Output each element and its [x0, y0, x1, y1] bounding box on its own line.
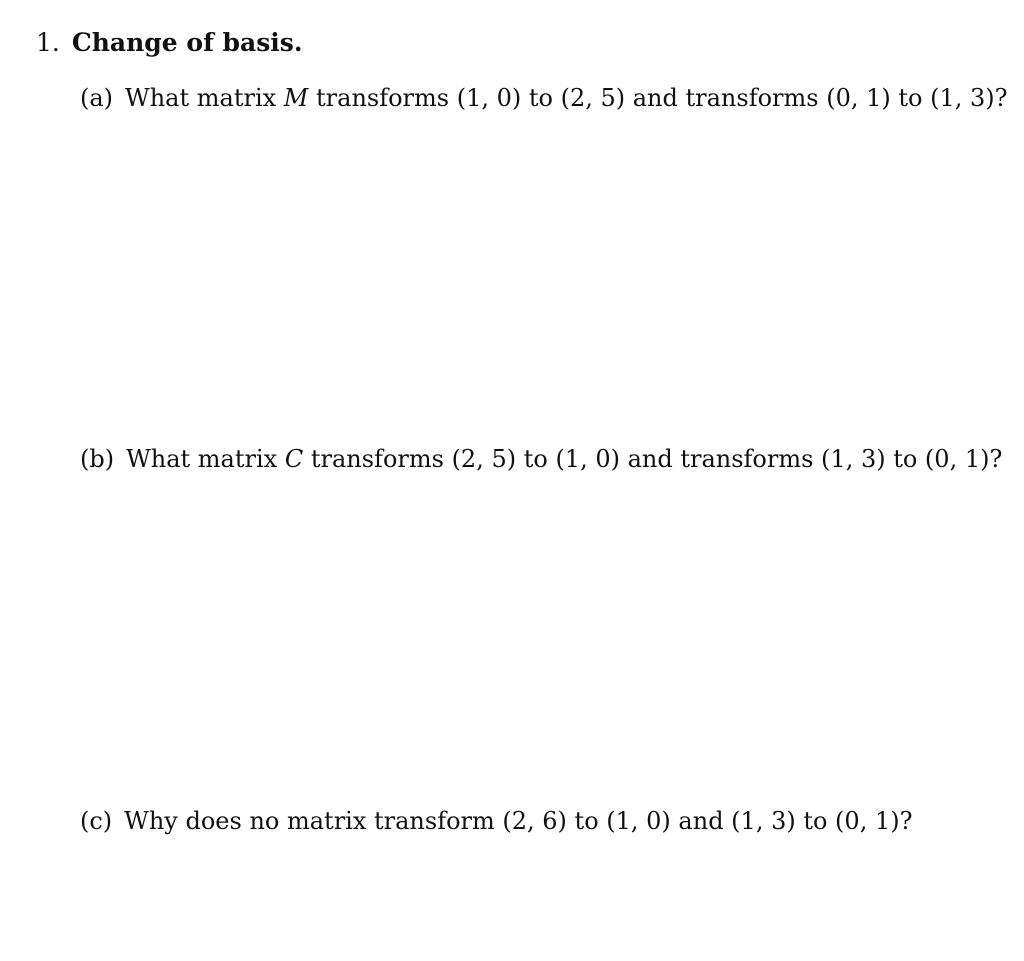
problem-number: 1.: [36, 28, 60, 57]
matrix-variable: C: [284, 445, 304, 473]
question-label: (a): [80, 84, 114, 112]
question-text-end: transforms (1, 0) to (2, 5) and transforms (0, 1) to (1, 3)?: [316, 84, 1008, 112]
question-text: Why does no matrix transform (2, 6) to (1, 0) and (1, 3) to (0, 1)?: [124, 807, 913, 835]
question-label: (c): [80, 807, 113, 835]
question-text-start: What matrix: [126, 445, 278, 473]
question-b: [80, 443, 1002, 475]
matrix-variable: M: [283, 84, 309, 112]
question-text-end: transforms (2, 5) to (1, 0) and transforms (1, 3) to (0, 1)?: [310, 445, 1003, 473]
problem-title: Change of basis.: [71, 28, 303, 57]
question-a: [80, 82, 1007, 114]
question-label: (b): [80, 445, 115, 473]
question-text-start: What matrix: [125, 84, 277, 112]
question-c: [80, 805, 912, 837]
problem-heading: [36, 26, 303, 60]
